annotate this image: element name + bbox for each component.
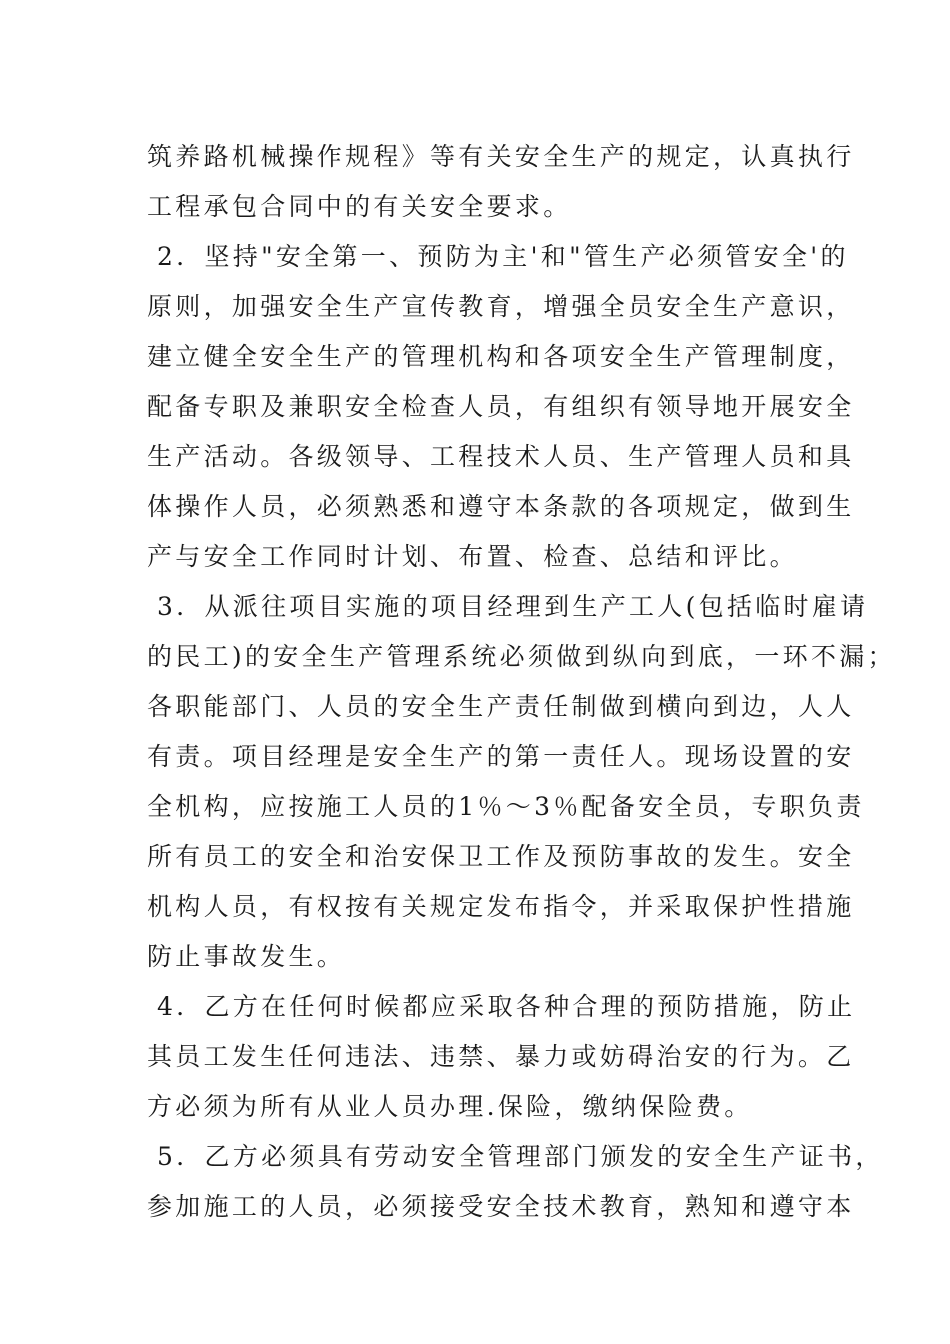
text-line: 参加施工的人员，必须接受安全技术教育，熟知和遵守本 bbox=[147, 1192, 855, 1221]
text-line: 原则，加强安全生产宣传教育，增强全员安全生产意识， bbox=[147, 292, 855, 321]
text-line: 的民工)的安全生产管理系统必须做到纵向到底，一环不漏； bbox=[147, 642, 896, 671]
paragraph-start-line: 4．乙方在任何时候都应采取各种合理的预防措施，防止 bbox=[157, 992, 856, 1021]
text-line: 各职能部门、人员的安全生产责任制做到横向到边，人人 bbox=[147, 692, 855, 721]
text-line: 筑养路机械操作规程》等有关安全生产的规定，认真执行 bbox=[147, 142, 855, 171]
document-body bbox=[147, 132, 896, 1232]
paragraph-start-line: 3．从派往项目实施的项目经理到生产工人(包括临时雇请 bbox=[157, 592, 869, 621]
text-line: 配备专职及兼职安全检查人员，有组织有领导地开展安全 bbox=[147, 392, 855, 421]
text-line: 有责。项目经理是安全生产的第一责任人。现场设置的安 bbox=[147, 742, 855, 771]
text-line: 机构人员，有权按有关规定发布指令，并采取保护性措施 bbox=[147, 892, 855, 921]
text-line: 建立健全安全生产的管理机构和各项安全生产管理制度， bbox=[147, 342, 855, 371]
text-line: 方必须为所有从业人员办理.保险，缴纳保险费。 bbox=[147, 1092, 753, 1121]
paragraph-start-line: 5．乙方必须具有劳动安全管理部门颁发的安全生产证书， bbox=[157, 1142, 884, 1171]
text-line: 防止事故发生。 bbox=[147, 942, 346, 971]
text-line: 产与安全工作同时计划、布置、检查、总结和评比。 bbox=[147, 542, 798, 571]
paragraph-start-line: 2．坚持"安全第一、预防为主'和"管生产必须管安全'的 bbox=[157, 242, 849, 271]
text-line: 工程承包合同中的有关安全要求。 bbox=[147, 192, 572, 221]
text-line: 所有员工的安全和治安保卫工作及预防事故的发生。安全 bbox=[147, 842, 855, 871]
text-line: 体操作人员，必须熟悉和遵守本条款的各项规定，做到生 bbox=[147, 492, 855, 521]
text-line: 全机构，应按施工人员的1％～3％配备安全员，专职负责 bbox=[147, 792, 865, 821]
text-line: 生产活动。各级领导、工程技术人员、生产管理人员和具 bbox=[147, 442, 855, 471]
text-line: 其员工发生任何违法、违禁、暴力或妨碍治安的行为。乙 bbox=[147, 1042, 855, 1071]
